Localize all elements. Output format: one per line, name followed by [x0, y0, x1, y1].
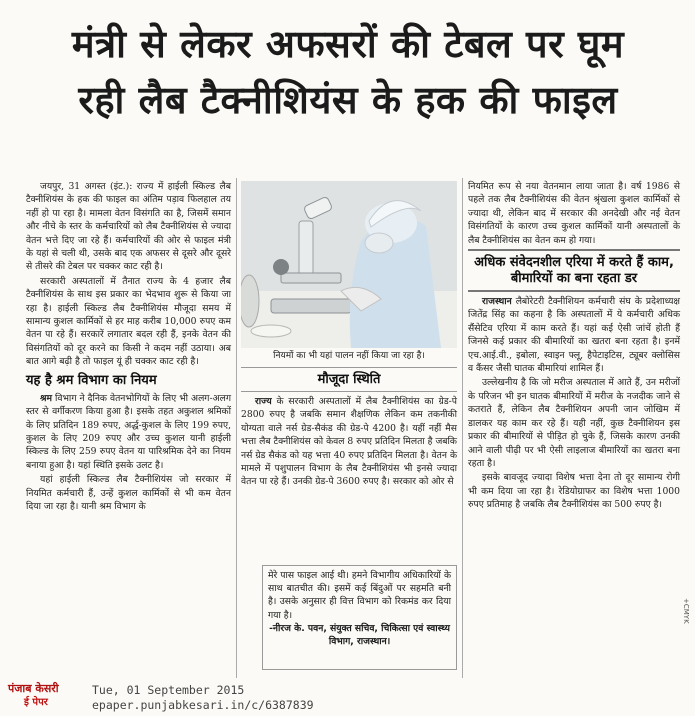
paragraph: [26, 392, 231, 472]
publish-date: Tue, 01 September 2015: [92, 683, 245, 697]
paragraph: उल्लेखनीय है कि जो मरीज अस्पताल में आते हैं, उन मरीजों के परिजन भी इन घातक बीमारियों में मरीज के नजदीक जाने से कतराते हैं, लेकिन लैब टैक्नीशियन अपनी जान जोखिम में डालकर यह काम कर रहे हैं। यही नहीं, कुछ टैक्नीशियन इस प्रकार की बीमारियों से पीड़ित हो चुके हैं, जिसके कारण उनकी आने वाली पीढ़ी पर भी ऐसी लाइलाज बीमारियों का खतरा बना रहता है।: [468, 377, 680, 469]
lead-word: राज्य: [255, 396, 272, 407]
divider: [241, 367, 457, 368]
subheading-sensitive-area: अधिक संवेदनशील एरिया में करते हैं काम, बीमारियों का बना रहता डर: [474, 255, 674, 287]
logo-title: पंजाब केसरी: [8, 682, 59, 695]
article-column-3: [468, 180, 680, 512]
lead-word: श्रम: [40, 392, 52, 404]
epaper-url[interactable]: epaper.punjabkesari.in/c/6387839: [92, 698, 314, 712]
paragraph: नियमित रूप से नया वेतनमान लाया जाता है। वर्ष 1986 से पहले तक लैब टैक्नीशियंस की वेतन श्रृंखला कुशल कार्मिकों से ज्यादा थी, लेकिन बाद में सरकार की अनदेखी और नई वेतन विसंगतियों के कारण उच्च कुशल कार्मिकों यानी अस्पतालों के लैब टैक्नीशियंस का वेतन कम हो गया।: [468, 181, 680, 246]
paragraph: सरकारी अस्पतालों में तैनात राज्य के 4 हजार लैब टैक्नीशियंस के साथ इस प्रकार का भेदभाव शुरू से किया जा रहा है। हाईली स्किल्ड लैब टैक्नीशियंस मौजूदा समय में सामान्य कुशल कार्मिकों से हर माह करीब 10,000 रुपए कम वेतन पा रहे हैं। सरकारें लगातार बदल रही हैं, इनके वेतन की विसंगतियों को दूर करने का किसी ने कदम नहीं उठाया। अब बात आगे बढ़ी है तो फाइल यूं ही चक्कर काट रही है।: [26, 275, 231, 368]
divider: [241, 391, 457, 392]
subheading-current-situation: मौजूदा स्थिति: [317, 372, 381, 387]
article-column-1: [26, 180, 231, 513]
quote-text: मेरे पास फाइल आई थी। हमने विभागीय अधिकारियों के साथ बातचीत की। इसमें कई बिंदुओं पर सहमति बनी है। उसके अनुसार ही वित्त विभाग को रिकमंड कर दिया गया है।: [268, 570, 451, 621]
paragraph: यहां हाईली स्किल्ड लैब टैक्नीशियंस जो सरकार में नियमित कर्मचारी हैं, उन्हें कुशल कार्मिकों से भी कम वेतन दिया जा रहा है। यानी श्रम विभाग के: [26, 474, 231, 512]
quote-signature: -नीरज के. पवन, संयुक्त सचिव, चिकित्सा एवं स्वास्थ्य विभाग, राजस्थान।: [269, 622, 450, 648]
photo-caption: नियमों का भी यहां पालन नहीं किया जा रहा है।: [273, 351, 425, 361]
subheading-labour-rule: यह है श्रम विभाग का नियम: [26, 372, 157, 388]
headline-line-2: रही लैब टैक्नीशियंस के हक की फाइल: [78, 78, 618, 122]
paragraph-text: के सरकारी अस्पतालों में लैब टैक्नीशियंस का ग्रेड-पे 2800 रुपए है जबकि समान शैक्षणिक लेकिन कम तकनीकी योग्यता वाले नर्स ग्रेड-सैकंड की ग्रेड-पे 4200 है। यहीं नहीं मैस भत्ता लैब टैक्नीशियंस को केवल 8 रुपए प्रतिदिन मिलता है जबकि नर्स ग्रेड सैकंड को यह भत्ता 40 रुपए प्रतिदिन मिलता है। वेतन के मामले में पशुपालन विभाग के लैब टैक्नीशियंस भी इनसे ज्यादा वेतन पा रहे हैं। उनकी ग्रेड-पे 3600 रुपए है। सरकार को ओर से: [241, 396, 457, 488]
headline-line-1: मंत्री से लेकर अफसरों की टेबल पर घूम: [71, 22, 625, 66]
column-divider-1: [236, 178, 237, 678]
paragraph: [468, 295, 680, 375]
paragraph: इसके बावजूद ज्यादा विशेष भत्ता देना तो दूर सामान्य रोगी भी कम दिया जा रहा है। रेडियोग्राफर का विशेष भत्ता 1000 रुपए प्रतिमाह है जबकि लैब टैक्नीशियंस का 500 रुपए है।: [468, 472, 680, 511]
paragraph: जयपुर, 31 अगस्त (इंट.): राज्य में हाईली स्किल्ड लैब टैक्नीशियंस के हक की फाइल का अंतिम पड़ाव फिलहाल तय नहीं हो पा रहा है। मामला वेतन विसंगति का है, जिसमें समान और नीचे के स्तर के कर्मचारियों को लैब टैक्नीशियंस से ज्यादा वेतन भत्ते दिए जा रहे हैं। कर्मचारियों की ओर से फाइल मंत्री के यहां से चली थी, उसके बाद एक अफसर से दूसरे और दूसरे से तीसरे की टेबल पर चक्कर काट रही है।: [26, 181, 231, 273]
punjab-kesari-logo: [8, 682, 78, 712]
lead-word: राजस्थान: [482, 296, 512, 308]
epaper-stamp: [92, 683, 314, 713]
paragraph-text: लैबोरेटरी टैक्नीशियन कर्मचारी संघ के प्रदेशाध्यक्ष जितेंद्र सिंह का कहना है कि अस्पतालों में ये कर्मचारी अधिक सैंसेटिव एरिया में काम करते हैं। यहां कई ऐसी जांचें होती हैं जिनसे कई प्रकार की बीमारियों का खतरा बना रहता है। इनमें एच.आई.वी., इबोला, स्वाइन फ्लू, हैपेटाइटिस, ट्यूबर क्लोसिस व कैंसर जैसी घातक बीमारियां शामिल हैं।: [468, 296, 680, 375]
column-divider-2: [462, 178, 463, 678]
divider: [468, 249, 680, 251]
headline: [8, 16, 688, 128]
divider: [468, 290, 680, 292]
paragraph-text: विभाग ने दैनिक वेतनभोगियों के लिए भी अलग-अलग स्तर से वर्गीकरण किया हुआ है। इसके तहत अकुशल श्रमिकों के लिए प्रतिदिन 189 रुपए, अर्द्ध-कुशल के लिए 199 रुपए, कुशल के लिए 209 रुपए और उच्च कुशल यानी हाईली स्किल्ड के लिए 259 रुपए वेतन या पारिश्रमिक देने का नियम बनाया हुआ है। यहां स्थिति इसके उलट है।: [26, 392, 231, 471]
lab-technician-photo: [241, 181, 457, 348]
cmyk-marker: +CMYK: [682, 598, 690, 624]
article-column-2: [241, 364, 457, 489]
microscope-scene-icon: [241, 181, 457, 348]
logo-subtitle: ई पेपर: [24, 697, 48, 708]
paragraph: [241, 395, 457, 489]
official-quote-box: [262, 565, 457, 670]
